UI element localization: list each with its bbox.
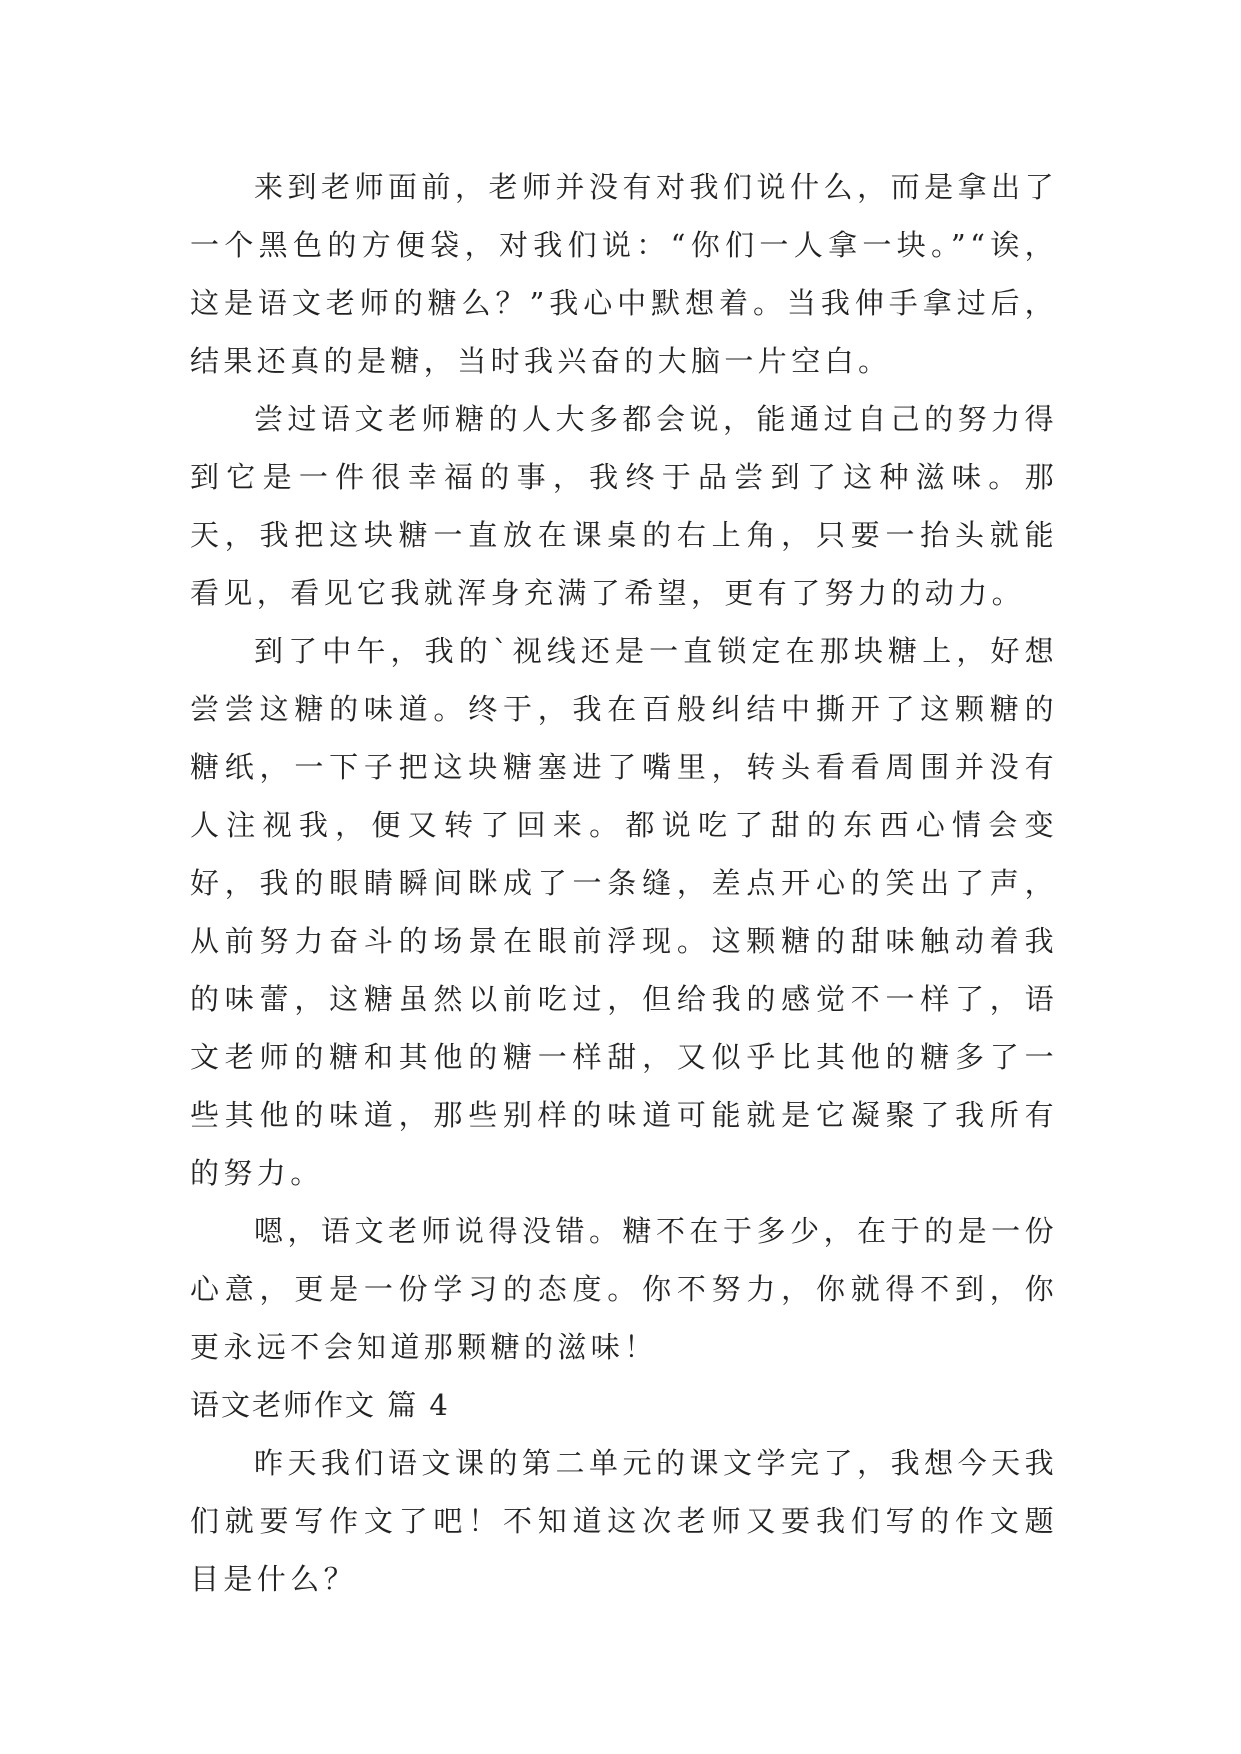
paragraph: 来到老师面前，老师并没有对我们说什么，而是拿出了一个黑色的方便袋，对我们说：“你们一人拿一块。”“诶，这是语文老师的糖么？”我心中默想着。当我伸手拿过后，结果还真的是糖，当时我兴奋的大脑一片空白。: [190, 170, 1058, 378]
section-heading: 语文老师作文 篇 4: [190, 1388, 450, 1422]
paragraph: 尝过语文老师糖的人大多都会说，能通过自己的努力得到它是一件很幸福的事，我终于品尝到了这种滋味。那天，我把这块糖一直放在课桌的右上角，只要一抬头就能看见，看见它我就浑身充满了希望，更有了努力的动力。: [190, 402, 1058, 610]
paragraph: 到了中午，我的`视线还是一直锁定在那块糖上，好想尝尝这糖的味道。终于，我在百般纠结中撕开了这颗糖的糖纸，一下子把这块糖塞进了嘴里，转头看看周围并没有人注视我，便又转了回来。都说吃了甜的东西心情会变好，我的眼睛瞬间眯成了一条缝，差点开心的笑出了声，从前努力奋斗的场景在眼前浮现。这颗糖的甜味触动着我的味蕾，这糖虽然以前吃过，但给我的感觉不一样了，语文老师的糖和其他的糖一样甜，又似乎比其他的糖多了一些其他的味道，那些别样的味道可能就是它凝聚了我所有的努力。: [190, 634, 1058, 1190]
document-page: [190, 158, 1058, 1608]
paragraph: 昨天我们语文课的第二单元的课文学完了，我想今天我们就要写作文了吧！不知道这次老师又要我们写的作文题目是什么？: [190, 1446, 1058, 1596]
paragraph: 嗯，语文老师说得没错。糖不在于多少，在于的是一份心意，更是一份学习的态度。你不努力，你就得不到，你更永远不会知道那颗糖的滋味！: [190, 1214, 1058, 1364]
